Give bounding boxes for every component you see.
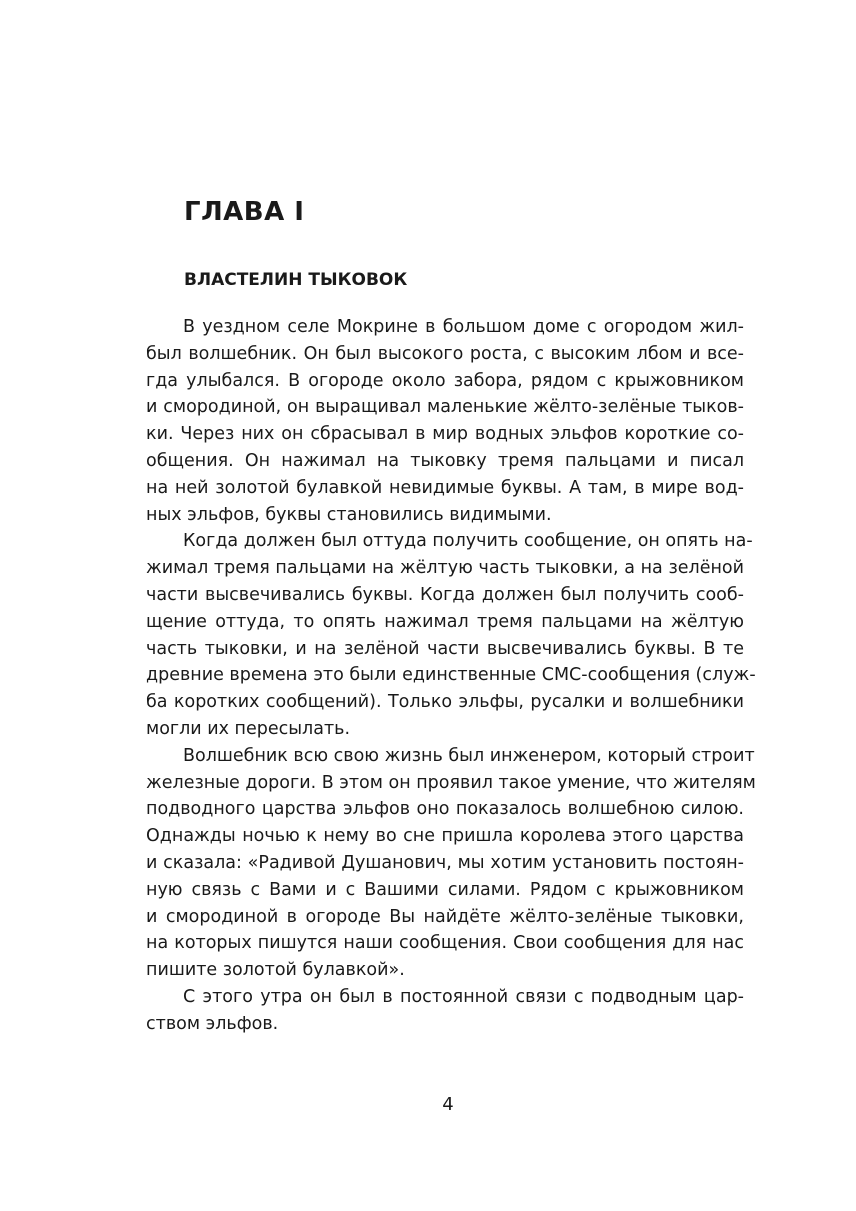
text-line: общения. Он нажимал на тыковку тремя пальцами и писал <box>146 450 744 471</box>
text-line: на ней золотой булавкой невидимые буквы. А там, в мире вод- <box>146 477 744 498</box>
chapter-title: ГЛАВА I <box>184 197 305 227</box>
text-line: ки. Через них он сбрасывал в мир водных эльфов короткие со- <box>146 424 744 445</box>
text-line: Когда должен был оттуда получить сообщение, он опять на- <box>183 531 753 552</box>
text-line: железные дороги. В этом он проявил такое умение, что жителям <box>146 772 756 793</box>
text-line: подводного царства эльфов оно показалось волшебною силою. <box>146 799 744 820</box>
text-line: щение оттуда, то опять нажимал тремя пальцами на жёлтую <box>146 611 744 632</box>
section-title: ВЛАСТЕЛИН ТЫКОВОК <box>184 270 408 290</box>
text-line: В уездном селе Мокрине в большом доме с огородом жил- <box>183 317 744 337</box>
paragraph <box>146 528 756 742</box>
text-line: жимал тремя пальцами на жёлтую часть тыковки, а на зелёной <box>146 558 744 579</box>
text-line: могли их пересылать. <box>146 718 351 739</box>
text-line: гда улыбался. В огороде около забора, рядом с крыжовником <box>146 370 744 391</box>
text-line: часть тыковки, и на зелёной части высвечивались буквы. В те <box>146 638 744 659</box>
paragraph <box>146 984 744 1038</box>
text-line: ную связь с Вами и с Вашими силами. Рядом с крыжовником <box>146 879 744 900</box>
text-line: ба коротких сообщений). Только эльфы, русалки и волшебники <box>146 692 744 713</box>
text-line: ством эльфов. <box>146 1013 279 1034</box>
text-line: Однажды ночью к нему во сне пришла королева этого царства <box>146 826 744 847</box>
text-line: и смородиной в огороде Вы найдёте жёлто-зелёные тыковки, <box>146 906 744 927</box>
text-body <box>146 314 756 1038</box>
text-line: на которых пишутся наши сообщения. Свои сообщения для нас <box>146 933 744 954</box>
text-line: С этого утра он был в постоянной связи с подводным цар- <box>183 986 744 1007</box>
text-line: древние времена это были единственные СМС-сообщения (служ- <box>146 665 756 686</box>
text-line: был волшебник. Он был высокого роста, с высоким лбом и все- <box>146 343 744 364</box>
text-line: Волшебник всю свою жизнь был инженером, который строит <box>183 745 755 766</box>
text-line: пишите золотой булавкой». <box>146 960 405 981</box>
paragraph <box>146 314 744 528</box>
text-line: и смородиной, он выращивал маленькие жёлто-зелёные тыков- <box>146 397 744 418</box>
text-line: ных эльфов, буквы становились видимыми. <box>146 504 552 525</box>
paragraph <box>146 743 756 984</box>
page-number: 4 <box>442 1094 454 1115</box>
text-line: части высвечивались буквы. Когда должен был получить сооб- <box>146 584 744 605</box>
text-line: и сказала: «Радивой Душанович, мы хотим установить постоян- <box>146 852 744 873</box>
